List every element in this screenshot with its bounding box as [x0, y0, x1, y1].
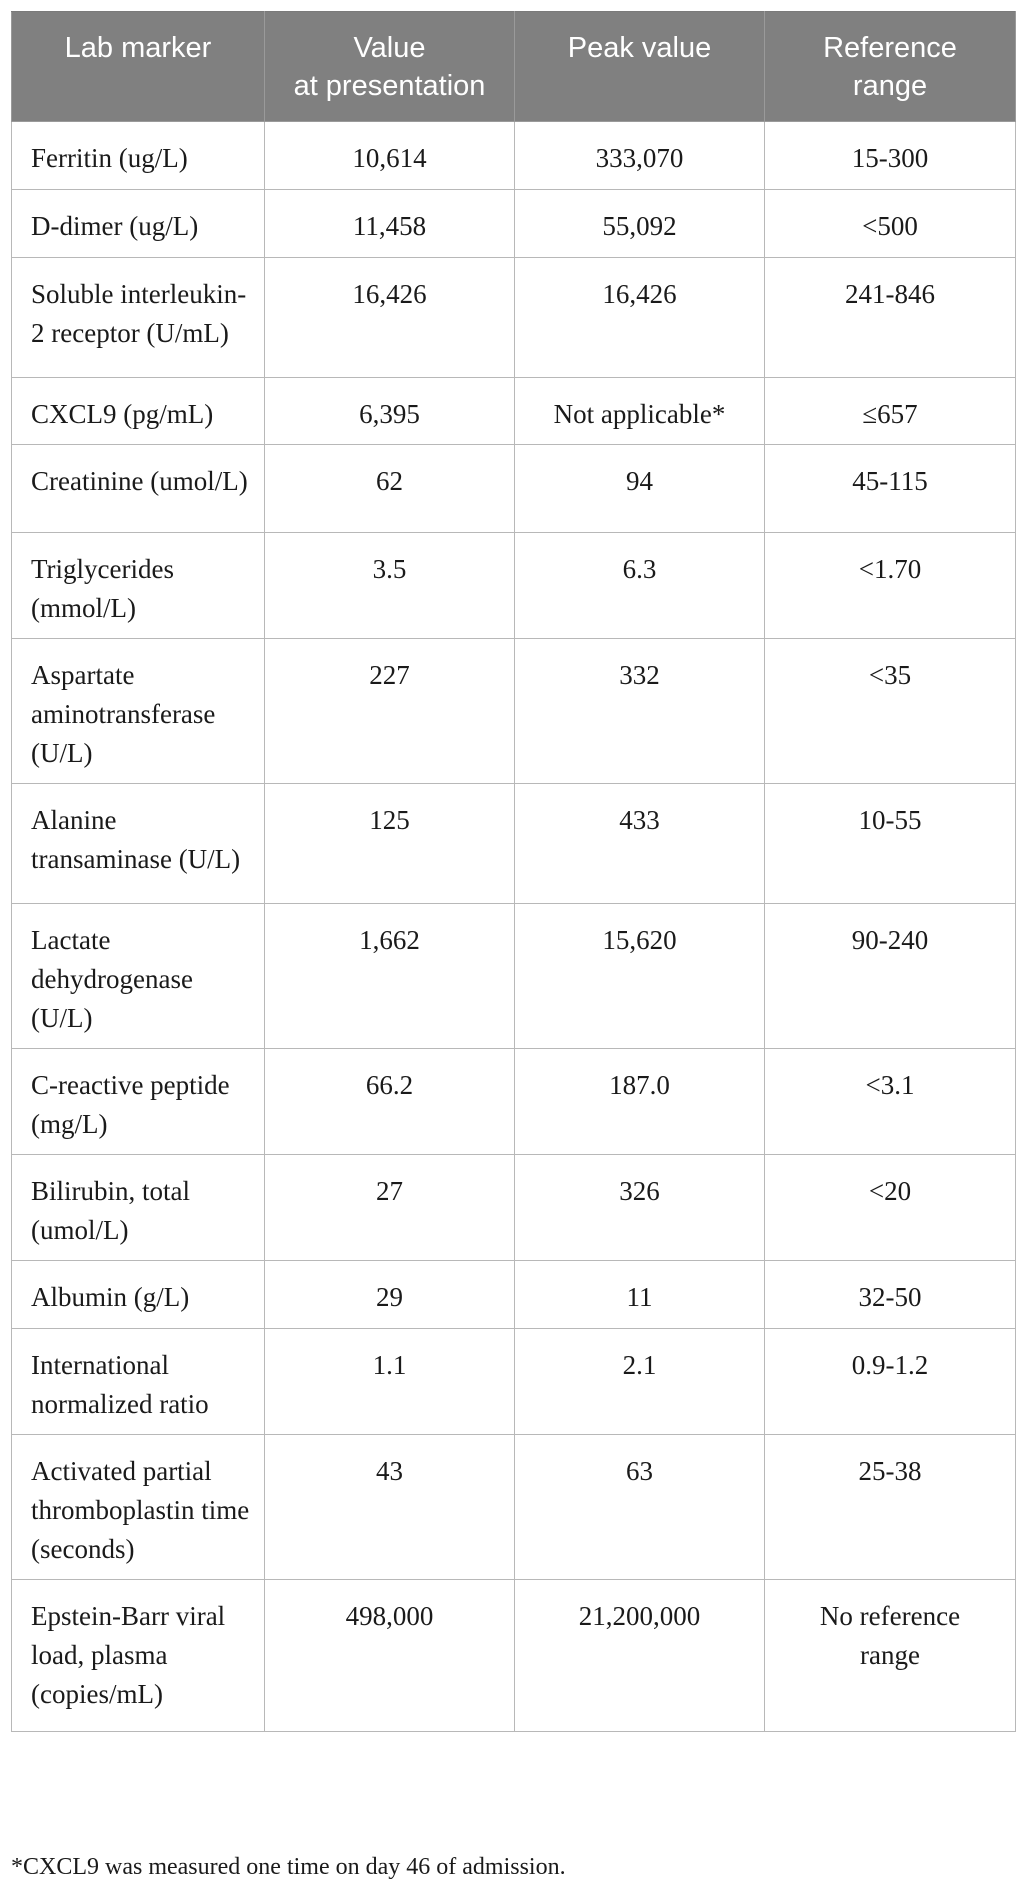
- table-row: [12, 904, 1016, 1049]
- table-header: [12, 12, 1016, 122]
- table-row: [12, 1329, 1016, 1435]
- cell-value-at-presentation: 11,458: [265, 190, 515, 258]
- cell-lab-marker: Alanine transaminase (U/L): [12, 784, 265, 904]
- cell-lab-marker: Epstein-Barr viral load, plasma (copies/mL): [12, 1580, 265, 1732]
- header-peak-value: Peak value: [515, 12, 765, 122]
- cell-reference-range: <500: [765, 190, 1016, 258]
- cell-value-at-presentation: 3.5: [265, 533, 515, 639]
- table-row: [12, 1049, 1016, 1155]
- table-row: [12, 1261, 1016, 1329]
- cell-value-at-presentation: 16,426: [265, 258, 515, 378]
- table-row: [12, 784, 1016, 904]
- header-value-at-presentation-text: Value at presentation: [293, 32, 486, 102]
- header-reference-range: [765, 12, 1016, 122]
- table-row: [12, 258, 1016, 378]
- cell-value-at-presentation: 62: [265, 445, 515, 533]
- table-row: [12, 445, 1016, 533]
- cell-reference-range: <20: [765, 1155, 1016, 1261]
- cell-reference-range: 10-55: [765, 784, 1016, 904]
- cell-reference-range: <3.1: [765, 1049, 1016, 1155]
- table-row: [12, 378, 1016, 445]
- cell-value-at-presentation: 1.1: [265, 1329, 515, 1435]
- cell-lab-marker: International normalized ratio: [12, 1329, 265, 1435]
- table-footnote: *CXCL9 was measured one time on day 46 of admission.: [11, 1854, 566, 1880]
- cell-reference-range: 25-38: [765, 1435, 1016, 1580]
- cell-peak-value: 333,070: [515, 122, 765, 190]
- cell-value-at-presentation: 125: [265, 784, 515, 904]
- table-row: [12, 1580, 1016, 1732]
- cell-peak-value: 94: [515, 445, 765, 533]
- cell-reference-range: 15-300: [765, 122, 1016, 190]
- lab-marker-table-container: [11, 11, 1015, 1732]
- lab-marker-table: [11, 11, 1016, 1732]
- cell-peak-value: 16,426: [515, 258, 765, 378]
- cell-reference-range: No reference range: [765, 1580, 1016, 1732]
- table-row: [12, 122, 1016, 190]
- table-row: [12, 1155, 1016, 1261]
- table-body: [12, 122, 1016, 1732]
- cell-lab-marker: CXCL9 (pg/mL): [12, 378, 265, 445]
- cell-lab-marker: D-dimer (ug/L): [12, 190, 265, 258]
- cell-peak-value: 21,200,000: [515, 1580, 765, 1732]
- cell-reference-range: ≤657: [765, 378, 1016, 445]
- header-row: [12, 12, 1016, 122]
- cell-lab-marker: Triglycerides (mmol/L): [12, 533, 265, 639]
- header-lab-marker: Lab marker: [12, 12, 265, 122]
- cell-value-at-presentation: 29: [265, 1261, 515, 1329]
- cell-reference-range: 32-50: [765, 1261, 1016, 1329]
- header-value-at-presentation: [265, 12, 515, 122]
- table-row: [12, 1435, 1016, 1580]
- header-reference-range-text: Reference range: [823, 32, 957, 102]
- cell-lab-marker: Lactate dehydrogenase (U/L): [12, 904, 265, 1049]
- cell-reference-range: 0.9-1.2: [765, 1329, 1016, 1435]
- cell-peak-value: 2.1: [515, 1329, 765, 1435]
- cell-peak-value: 187.0: [515, 1049, 765, 1155]
- cell-peak-value: 11: [515, 1261, 765, 1329]
- cell-value-at-presentation: 43: [265, 1435, 515, 1580]
- table-row: [12, 533, 1016, 639]
- cell-value-at-presentation: 27: [265, 1155, 515, 1261]
- cell-peak-value: 6.3: [515, 533, 765, 639]
- cell-reference-range: 241-846: [765, 258, 1016, 378]
- cell-peak-value: 15,620: [515, 904, 765, 1049]
- cell-value-at-presentation: 498,000: [265, 1580, 515, 1732]
- table-row: [12, 190, 1016, 258]
- cell-lab-marker: Bilirubin, total (umol/L): [12, 1155, 265, 1261]
- cell-value-at-presentation: 66.2: [265, 1049, 515, 1155]
- cell-reference-range: <1.70: [765, 533, 1016, 639]
- cell-reference-range: 45-115: [765, 445, 1016, 533]
- cell-peak-value: 433: [515, 784, 765, 904]
- cell-value-at-presentation: 1,662: [265, 904, 515, 1049]
- cell-peak-value: 63: [515, 1435, 765, 1580]
- cell-reference-range: <35: [765, 639, 1016, 784]
- cell-value-at-presentation: 227: [265, 639, 515, 784]
- table-row: [12, 639, 1016, 784]
- cell-peak-value: 332: [515, 639, 765, 784]
- cell-lab-marker: Ferritin (ug/L): [12, 122, 265, 190]
- cell-reference-range: 90-240: [765, 904, 1016, 1049]
- cell-lab-marker: Albumin (g/L): [12, 1261, 265, 1329]
- cell-peak-value: 326: [515, 1155, 765, 1261]
- cell-peak-value: Not applicable*: [515, 378, 765, 445]
- cell-peak-value: 55,092: [515, 190, 765, 258]
- cell-lab-marker: C-reactive peptide (mg/L): [12, 1049, 265, 1155]
- cell-lab-marker: Activated partial thromboplastin time (seconds): [12, 1435, 265, 1580]
- cell-lab-marker: Creatinine (umol/L): [12, 445, 265, 533]
- cell-value-at-presentation: 6,395: [265, 378, 515, 445]
- cell-value-at-presentation: 10,614: [265, 122, 515, 190]
- cell-lab-marker: Aspartate aminotransferase (U/L): [12, 639, 265, 784]
- cell-lab-marker: Soluble interleukin-2 receptor (U/mL): [12, 258, 265, 378]
